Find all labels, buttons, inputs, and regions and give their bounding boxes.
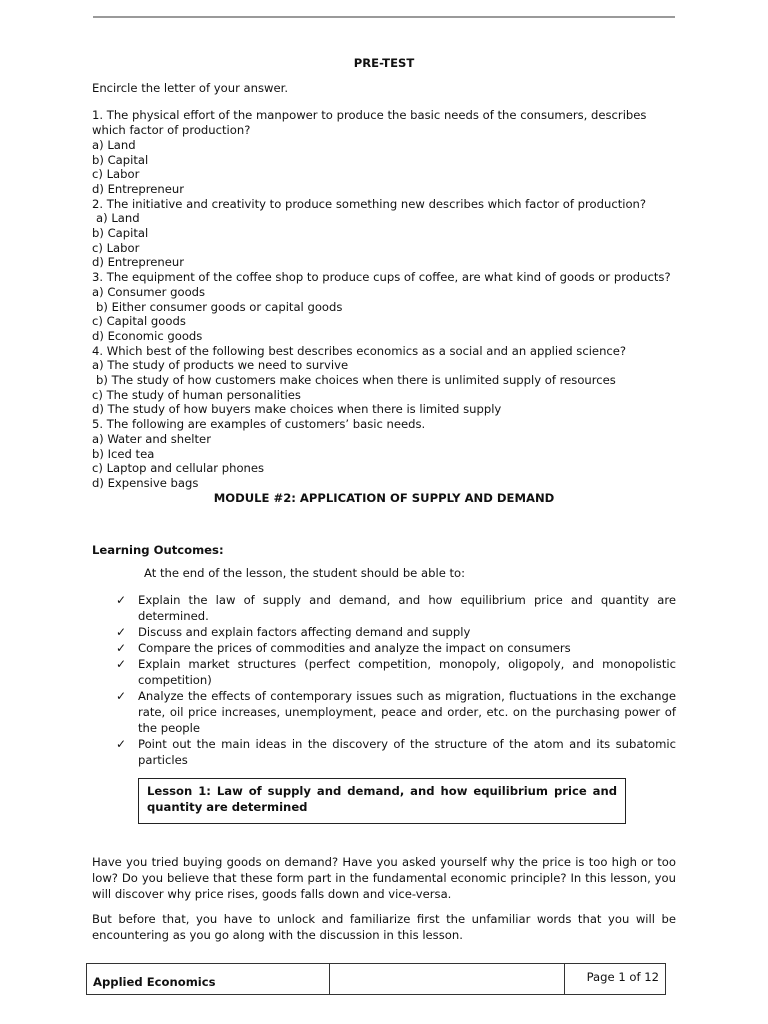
option: a) Consumer goods bbox=[92, 284, 206, 299]
option: d) Entrepreneur bbox=[92, 255, 185, 270]
footer-subject: Applied Economics bbox=[87, 964, 330, 994]
option: c) Labor bbox=[92, 167, 140, 182]
checkmark-icon: ✓ bbox=[116, 736, 127, 751]
outcome-text: Explain the law of supply and demand, and how equilibrium price and quantity are determined. bbox=[138, 592, 676, 623]
question-text: 5. The following are examples of customers’ basic needs. bbox=[92, 417, 426, 432]
outcome-text: Discuss and explain factors affecting demand and supply bbox=[138, 624, 471, 639]
list-item bbox=[116, 624, 676, 640]
question-text: 4. Which best of the following best describes economics as a social and an applied science? bbox=[92, 343, 627, 358]
option: c) Capital goods bbox=[92, 314, 186, 329]
checkmark-icon: ✓ bbox=[116, 592, 127, 607]
option: b) Capital bbox=[92, 152, 149, 167]
footer-page-number: Page 1 of 12 bbox=[586, 970, 659, 984]
checkmark-icon: ✓ bbox=[116, 624, 127, 639]
option: a) Land bbox=[96, 211, 140, 226]
checkmark-icon: ✓ bbox=[116, 640, 127, 655]
checkmark-icon: ✓ bbox=[116, 656, 127, 671]
pretest-instruction: Encircle the letter of your answer. bbox=[92, 80, 289, 95]
question-text: 3. The equipment of the coffee shop to produce cups of coffee, are what kind of goods or products? bbox=[92, 270, 671, 285]
page-footer bbox=[86, 963, 666, 995]
document-page bbox=[92, 56, 676, 943]
option: b) Iced tea bbox=[92, 446, 155, 461]
checkmark-icon: ✓ bbox=[116, 688, 127, 703]
learning-outcomes-intro: At the end of the lesson, the student should be able to: bbox=[144, 566, 466, 581]
question-4 bbox=[92, 344, 676, 418]
learning-outcomes-heading: Learning Outcomes: bbox=[92, 543, 224, 558]
option: b) The study of how customers make choices when there is unlimited supply of resources bbox=[96, 373, 616, 388]
pretest-title: PRE-TEST bbox=[353, 56, 415, 70]
option: b) Either consumer goods or capital goods bbox=[96, 299, 343, 314]
option: c) The study of human personalities bbox=[92, 387, 301, 402]
outcome-text: Analyze the effects of contemporary issues such as migration, fluctuations in the exchange rate, oil price increases, unemployment, peace and order, etc. on the purchasing power of the people bbox=[138, 688, 676, 735]
option: c) Labor bbox=[92, 240, 140, 255]
option: a) The study of products we need to survive bbox=[92, 358, 349, 373]
top-rule bbox=[93, 16, 675, 18]
option: a) Water and shelter bbox=[92, 431, 211, 446]
list-item bbox=[116, 592, 676, 624]
option: b) Capital bbox=[92, 226, 149, 241]
question-5 bbox=[92, 417, 676, 491]
intro-paragraph: Have you tried buying goods on demand? Have you asked yourself why the price is too high or too low? Do you believe that these form part in the fundamental economic principle? In this lesson, you will discover why price rises, goods falls down and vice-versa. bbox=[92, 854, 676, 901]
module-title: MODULE #2: APPLICATION OF SUPPLY AND DEMAND bbox=[213, 490, 555, 505]
question-2 bbox=[92, 197, 676, 271]
list-item bbox=[116, 736, 676, 768]
footer-empty-cell bbox=[330, 964, 565, 994]
list-item bbox=[116, 688, 676, 736]
question-1 bbox=[92, 108, 676, 196]
list-item bbox=[116, 656, 676, 688]
question-text: 1. The physical effort of the manpower to produce the basic needs of the consumers, describes which factor of production? bbox=[92, 108, 647, 138]
outcome-text: Compare the prices of commodities and analyze the impact on consumers bbox=[138, 640, 571, 655]
learning-outcomes-list bbox=[92, 592, 676, 768]
outcome-text: Point out the main ideas in the discovery of the structure of the atom and its subatomic particles bbox=[138, 736, 676, 767]
list-item bbox=[116, 640, 676, 656]
option: d) Expensive bags bbox=[92, 475, 199, 490]
option: d) Entrepreneur bbox=[92, 181, 185, 196]
option: c) Laptop and cellular phones bbox=[92, 461, 265, 476]
vocabulary-paragraph: But before that, you have to unlock and familiarize first the unfamiliar words that you will be encountering as you go along with the discussion in this lesson. bbox=[92, 911, 676, 942]
question-3 bbox=[92, 270, 676, 344]
outcome-text: Explain market structures (perfect competition, monopoly, oligopoly, and monopolistic competition) bbox=[138, 656, 676, 687]
option: d) Economic goods bbox=[92, 328, 203, 343]
option: d) The study of how buyers make choices when there is limited supply bbox=[92, 402, 502, 417]
option: a) Land bbox=[92, 137, 136, 152]
lesson-title-box: Lesson 1: Law of supply and demand, and how equilibrium price and quantity are determined bbox=[138, 778, 626, 824]
question-text: 2. The initiative and creativity to produce something new describes which factor of production? bbox=[92, 196, 647, 211]
